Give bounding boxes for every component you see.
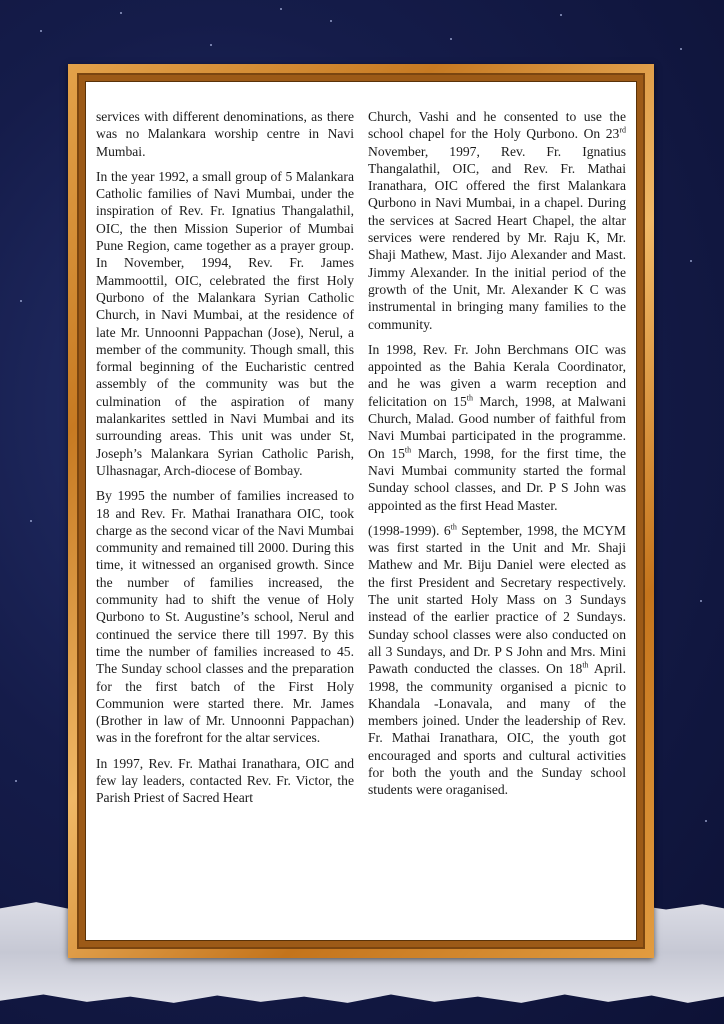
text-run: March, 1998, at Malwani Church, Malad. Good number of faithful from Navi Mumbai participated in the programme. On 15 bbox=[368, 393, 626, 461]
ordinal-superscript: rd bbox=[619, 125, 626, 135]
paragraph: In 1997, Rev. Fr. Mathai Iranathara, OIC and few lay leaders, contacted Rev. Fr. Victor, the Parish Priest of Sacred Heart bbox=[96, 755, 354, 806]
article-page bbox=[85, 81, 637, 941]
ordinal-superscript: th bbox=[450, 522, 457, 532]
paragraph: In the year 1992, a small group of 5 Malankara Catholic families of Navi Mumbai, under the inspiration of Rev. Fr. Ignatius Thangalathil, OIC, the then Mission Superior of Mumbai Pune Region, came together as a prayer group. In November, 1994, Rev. Fr. James Mammoottil, OIC, celebrated the first Holy Qurbono of the Malankara Syrian Catholic Church, in Navi Mumbai, at the residence of late Mr. Unnoonni Pappachan (Jose), Nerul, a member of the community. Though small, this formal beginning of the Eucharistic centred assembly of the community was but the culmination of the aspiration of many malankarites settled in Navi Mumbai and its surrounding areas. This unit was under St, Joseph’s Malankara Syrian Catholic Parish, Ulhasnagar, Arch-diocese of Bombay. bbox=[96, 168, 354, 478]
paragraph bbox=[368, 341, 626, 514]
ordinal-superscript: th bbox=[466, 393, 473, 403]
frame-inner-border bbox=[77, 73, 645, 949]
left-column bbox=[96, 108, 354, 930]
text-run: March, 1998, for the first time, the Navi Mumbai community started the formal Sunday school classes, and Dr. P S John was appointed as the first Head Master. bbox=[368, 445, 626, 513]
ordinal-superscript: th bbox=[582, 660, 589, 670]
text-run: Church, Vashi and he consented to use the school chapel for the Holy Qurbono. On 23 bbox=[368, 109, 626, 142]
text-run: November, 1997, Rev. Fr. Ignatius Thangalathil, OIC, and Rev. Fr. Mathai Iranathara, OIC offered the first Malankara Qurbono in Navi Mumbai, in a chapel. During the services at Sacred Heart Chapel, the altar services were rendered by Mr. Raju K, Mr. Shaji Mathew, Mast. Jijo Alexander and Mast. Jimmy Alexander. In the initial period of the growth of the Unit, Mr. Alexander K C was instrumental in bringing many families to the community. bbox=[368, 143, 626, 332]
text-run: In 1998, Rev. Fr. John Berchmans OIC was appointed as the Bahia Kerala Coordinator, and he was given a warm reception and felicitation on 15 bbox=[368, 341, 626, 409]
paragraph bbox=[368, 108, 626, 333]
gold-picture-frame bbox=[68, 64, 654, 958]
paragraph: services with different denominations, as there was no Malankara worship centre in Navi Mumbai. bbox=[96, 109, 354, 159]
right-column bbox=[368, 108, 626, 930]
ordinal-superscript: th bbox=[404, 445, 412, 455]
text-run: (1998-1999). 6 bbox=[368, 522, 451, 538]
paragraph bbox=[368, 522, 626, 799]
paragraph: By 1995 the number of families increased to 18 and Rev. Fr. Mathai Iranathara OIC, took charge as the second vicar of the Navi Mumbai community and remained till 2000. During this time, it witnessed an organised growth. Since the number of families increased, the community had to shift the venue of Holy Qurbono to St. Augustine’s school, Nerul and continued the service there till 1997. By this time the number of families increased to 45. The Sunday school classes and the preparation for the first batch of the First Holy Communion were started there. Mr. James (Brother in law of Mr. Unnoonni Pappachan) was in the forefront for the altar services. bbox=[96, 488, 354, 746]
text-run: April. 1998, the community organised a picnic to Khandala -Lonavala, and many of the members joined. Under the leadership of Rev. Fr. Mathai Iranathara, OIC, the youth got encouraged and sports and cultural activities for both the youth and the Sunday school students were oraganised. bbox=[368, 661, 626, 798]
text-run: September, 1998, the MCYM was first started in the Unit and Mr. Shaji Mathew and Mr. Biju Daniel were elected as the first President and Secretary respectively. The unit started Holy Mass on 3 Sundays instead of the earlier practice of 2 Sundays. Sunday school classes were also conducted on all 3 Sundays, and Dr. P S John and Mrs. Mini Pawath conducted the classes. On 18 bbox=[368, 522, 626, 677]
